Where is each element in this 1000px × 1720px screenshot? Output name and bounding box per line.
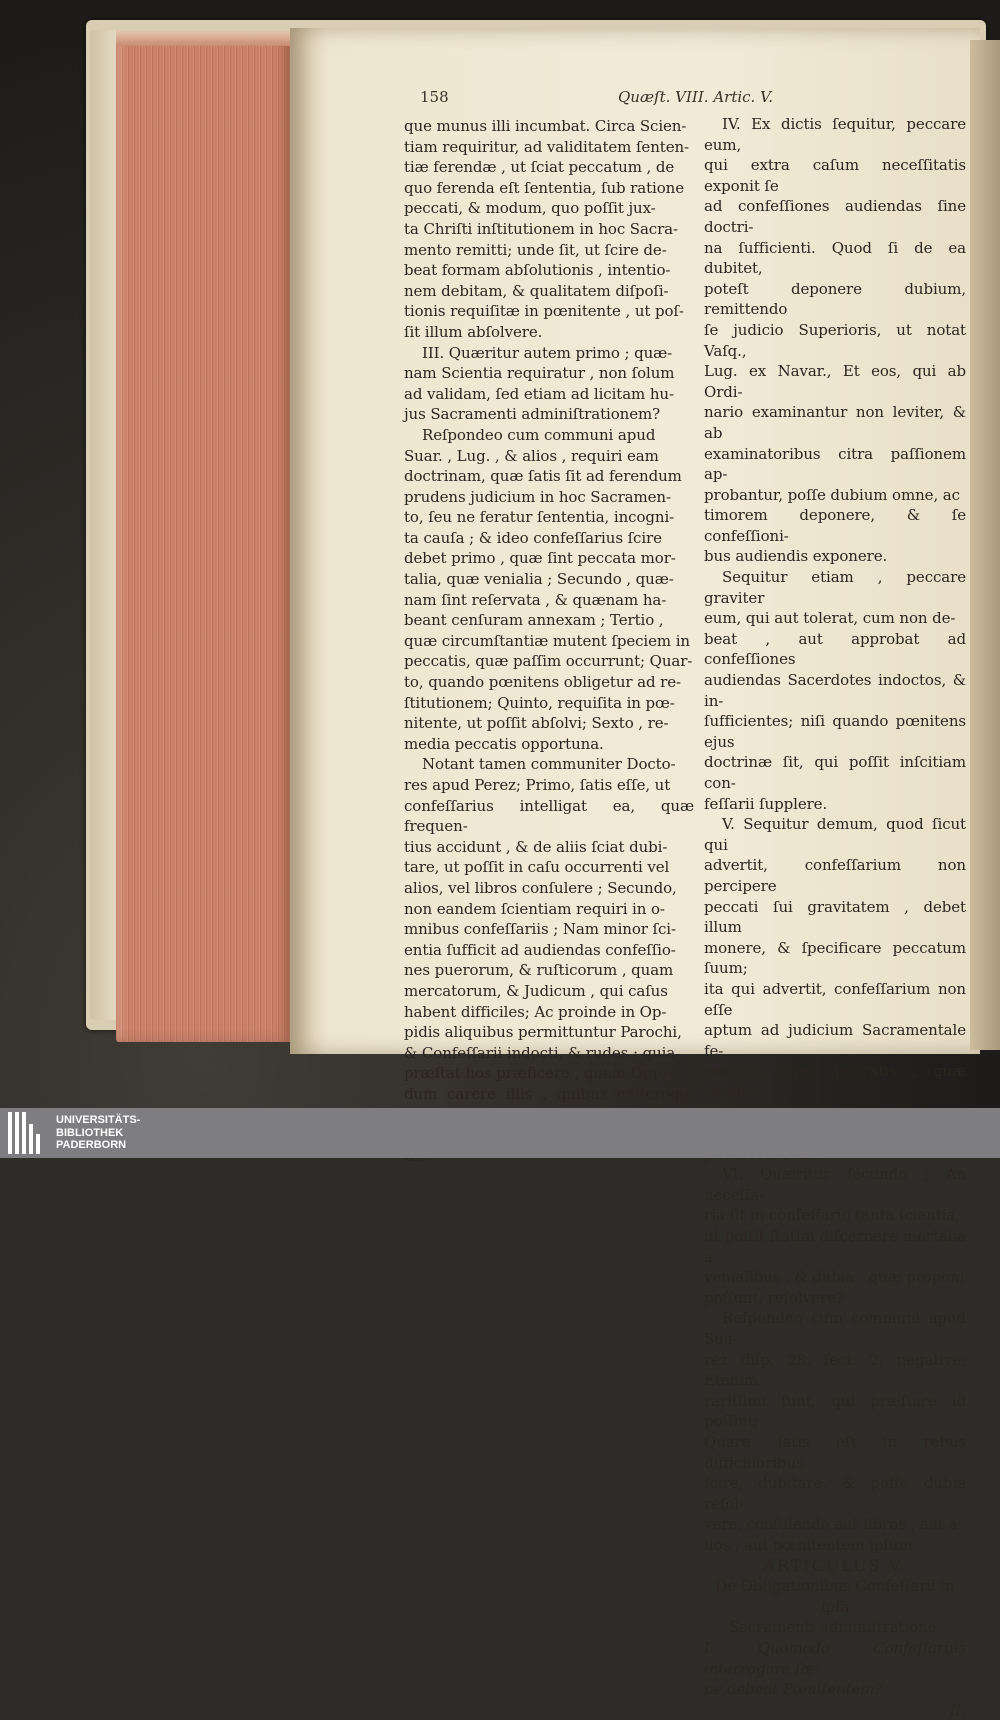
paragraph: Notant tamen communiter Docto- res apud Perez; Primo, ſatis eſſe, ut confeſſarius intelligat ea, quæ frequen- tius accidunt , & de aliis ſciat dubi- tare, ut poſſit in caſu occurrenti vel alios, vel libros conſulere ; Secundo, non eandem ſcientiam requiri in o- mnibus confeſſariis ; Nam minor ſci- entia ſufficit ad audiendas confeſſio- nes puerorum, & ruſticorum , quam mercatorum, & Judicum , qui caſus habent difficiles; Ac proinde in Op- pidis aliquibus permittuntur Parochi, & Confeſſarii indocti, & rudes ; quia præſtat hos præficere , quam Oppi- dum carere illis , quibus cæteroqui bbox=[404, 755, 694, 1103]
article-heading: ARTICULUS V. bbox=[763, 1555, 907, 1575]
article-title: De Obligationibus Confeſſarii in ipſa Sacramenti adminiſtratione. bbox=[715, 1577, 955, 1637]
paragraph: Reſpondeo cum communi apud Sua- rez diſp. 28. ſect. 2, negative; Etenim rariſſimi ſunt, qui præſtare id poſſint; Quare ſatis eſt in rebus difficilioribus ſcire, dubitare, & poſſe dubia reſol- vere, conſulendo aut libros , aut a- lios , aut pœnitentem ipſum. bbox=[704, 1309, 966, 1554]
right-column bbox=[704, 114, 966, 1720]
library-line: BIBLIOTHEK bbox=[56, 1126, 124, 1139]
bars-logo-icon bbox=[8, 1112, 50, 1154]
paragraph: IV. Ex dictis ſequitur, peccare eum, qui extra caſum neceſſitatis exponit ſe ad confeſſiones audiendas ſine doctri- na ſufficienti. Quod ſi de ea dubitet, poteſt deponere dubium, remittendo ſe judicio Superioris, ut notat Vaſq., Lug. ex Navar., Et eos, qui ab Ordi- nario examinantur non leviter, & ab examinatoribus citra paſſionem ap- probantur, poſſe dubium omne, ac timorem deponere, & ſe confeſſioni- bus audiendis exponere. bbox=[704, 115, 966, 566]
catchword: II. bbox=[949, 1700, 966, 1719]
left-column bbox=[404, 116, 694, 1166]
page-fore-edge bbox=[116, 30, 294, 1042]
library-line: PADERBORN bbox=[56, 1139, 127, 1151]
paragraph: III. Quæritur autem primo ; quæ- nam Scientia requiratur , non ſolum ad validam, ſed etiam ad licitam hu- jus Sacramenti adminiſtrationem? bbox=[404, 343, 675, 424]
library-footer bbox=[0, 1108, 1000, 1158]
paragraph: Sequitur etiam , peccare graviter eum, qui aut tolerat, cum non de- beat , aut approbat ad confeſſiones audiendas Sacerdotes indoctos, & in- ſufficientes; niſi quando pœnitens ejus doctrinæ ſit, qui poſſit inſcitiam con- feſſarii ſupplere. bbox=[704, 568, 966, 813]
library-name bbox=[56, 1114, 140, 1152]
paragraph: V. Sequitur demum, quod ſicut qui advertit, confeſſarium non percipere peccati ſui gravitatem , debet illum monere, & ſpecificare peccatum ſuum; ita qui advertit, confeſſarium non eſſe aptum ad judicium Sacramentale fe- rendum ſuper peccatis , quæ confite- bbox=[704, 815, 966, 1101]
paragraph: que munus illi incumbat. Circa Scien- tiam requiritur, ad validitatem ſenten- tiæ ferendæ , ut ſciat peccatum , de quo ferenda eſt ſententia, ſub ratione peccati, & modum, quo poſſit jux- ta Chriſti inſtitutionem in hoc Sacra- mento remitti; unde ſit, ut ſcire de- beat formam abſolutionis , intentio- nem debitam, & qualitatem diſpoſi- tionis requiſitæ in pœnitente , ut poſ- ſit illum abſolvere. bbox=[404, 117, 689, 341]
page-number: 158 bbox=[420, 88, 449, 106]
library-line: UNIVERSITÄTS- bbox=[56, 1114, 141, 1126]
running-title: Quæſt. VIII. Artic. V. bbox=[618, 88, 774, 106]
paragraph: VI. Quæritur ſecundo ; An neceſſa- ria ſit in confeſſario tanta ſcientia, ut poſſit ſtatim diſcernere mortalia a venialibus , & dubia , quæ proponi poſſunt, reſolvere? bbox=[704, 1165, 966, 1307]
paragraph: Reſpondeo cum communi apud Suar. , Lug. , & alios , requiri eam doctrinam, quæ ſatis ſit ad ferendum prudens judicium in hoc Sacramen- to, ſeu ne feratur ſententia, incogni- ta cauſa ; & ideo confeſſarius ſcire debet primo , quæ ſint peccata mor- talia, quæ venialia ; Secundo , quæ- nam ſint reſervata , & quænam ha- beant cenſuram annexam ; Tertio , quæ circumſtantiæ mutent ſpeciem in peccatis, quæ paſſim occurrunt; Quar- to, quando pœnitens obligetur ad re- ſtitutionem; Quinto, requiſita in pœ- nitente, ut poſſit abſolvi; Sexto , re- media peccatis opportuna. bbox=[404, 425, 693, 753]
article-question: I. Quomodo Confeſſarius interrogare ſæ- pe debeat Pœnitentem? bbox=[704, 1638, 966, 1699]
page-gutter bbox=[970, 40, 1000, 1050]
